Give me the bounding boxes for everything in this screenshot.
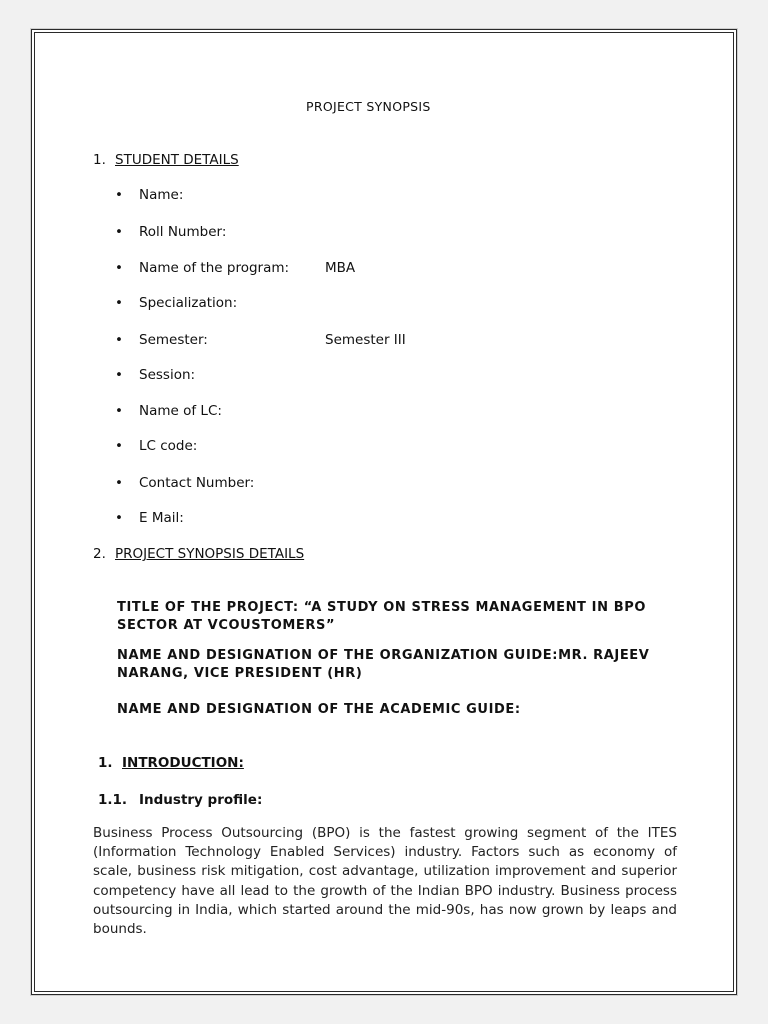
section-introduction	[98, 755, 244, 771]
field-label: Session:	[139, 367, 196, 383]
bullet-icon: •	[115, 260, 123, 276]
bullet-icon: •	[115, 367, 123, 383]
section-number: 2.	[93, 546, 106, 562]
list-item	[115, 260, 356, 276]
list-item	[115, 187, 183, 203]
bullet-icon: •	[115, 187, 123, 203]
section-student-details	[93, 152, 239, 168]
field-value: MBA	[325, 260, 356, 276]
bullet-icon: •	[115, 332, 123, 348]
section-project-synopsis-details	[93, 546, 304, 562]
field-label: Specialization:	[139, 295, 238, 311]
list-item	[115, 438, 197, 454]
bullet-icon: •	[115, 475, 123, 491]
industry-profile-paragraph: Business Process Outsourcing (BPO) is the fastest growing segment of the ITES (Information Technology Enabled Services) industry. Factors such as economy of scale, business risk mitigation, cost advantage, utilization improvement and superior competency have all lead to the growth of the Indian BPO industry. Business process outsourcing in India, which started around the mid-90s, has now grown by leaps and bounds.	[93, 825, 677, 938]
list-item	[115, 403, 222, 419]
academic-guide: NAME AND DESIGNATION OF THE ACADEMIC GUIDE:	[117, 702, 521, 717]
field-value: Semester III	[325, 332, 406, 348]
field-label: E Mail:	[139, 510, 184, 526]
bullet-icon: •	[115, 224, 123, 240]
list-item	[115, 332, 406, 348]
field-label: Name of the program:	[139, 260, 290, 276]
list-item	[115, 510, 184, 526]
subsection-industry-profile	[98, 792, 262, 808]
section-number: 1.	[93, 152, 106, 168]
field-label: LC code:	[139, 438, 198, 454]
list-item	[115, 224, 226, 240]
bullet-icon: •	[115, 295, 123, 311]
bullet-icon: •	[115, 403, 123, 419]
section-number: 1.	[98, 755, 113, 771]
list-item	[115, 295, 237, 311]
subsection-heading: Industry profile:	[139, 792, 263, 808]
document-title: PROJECT SYNOPSIS	[306, 99, 431, 114]
section-heading: INTRODUCTION:	[122, 755, 244, 771]
field-label: Contact Number:	[139, 475, 255, 491]
project-title: TITLE OF THE PROJECT: “A STUDY ON STRESS MANAGEMENT IN BPO SECTOR AT VCOUSTOMERS”	[117, 600, 646, 633]
field-label: Semester:	[139, 332, 208, 348]
bullet-icon: •	[115, 510, 123, 526]
section-heading: STUDENT DETAILS	[115, 152, 239, 168]
field-label: Name of LC:	[139, 403, 222, 419]
section-heading: PROJECT SYNOPSIS DETAILS	[115, 546, 305, 562]
field-label: Name:	[139, 187, 184, 203]
subsection-number: 1.1.	[98, 792, 128, 808]
field-label: Roll Number:	[139, 224, 227, 240]
list-item	[115, 367, 195, 383]
organization-guide: NAME AND DESIGNATION OF THE ORGANIZATION GUIDE:MR. RAJEEV NARANG, VICE PRESIDENT (HR)	[117, 648, 650, 681]
list-item	[115, 475, 254, 491]
bullet-icon: •	[115, 438, 123, 454]
